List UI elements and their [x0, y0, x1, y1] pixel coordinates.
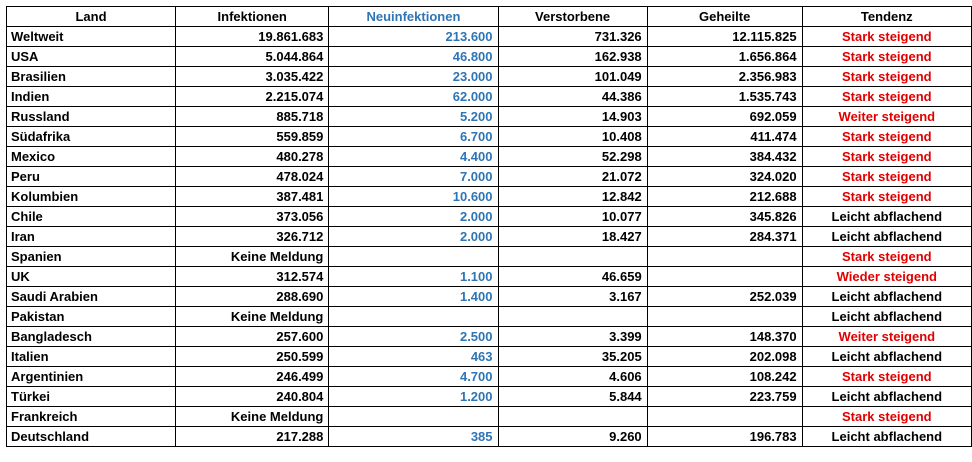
cell-neuinfektionen: 1.400: [329, 287, 498, 307]
cell-tendenz: Stark steigend: [802, 87, 971, 107]
cell-geheilte: 1.656.864: [647, 47, 802, 67]
cell-tendenz: Stark steigend: [802, 67, 971, 87]
cell-verstorbene: 731.326: [498, 27, 647, 47]
table-row: [7, 367, 972, 387]
cell-verstorbene: 101.049: [498, 67, 647, 87]
cell-verstorbene: 162.938: [498, 47, 647, 67]
table-row: [7, 147, 972, 167]
cell-land: Kolumbien: [7, 187, 176, 207]
cell-verstorbene: [498, 247, 647, 267]
cell-verstorbene: 46.659: [498, 267, 647, 287]
cell-infektionen: 2.215.074: [176, 87, 329, 107]
cell-tendenz: Stark steigend: [802, 407, 971, 427]
cell-verstorbene: 10.077: [498, 207, 647, 227]
cell-verstorbene: 5.844: [498, 387, 647, 407]
cell-tendenz: Weiter steigend: [802, 327, 971, 347]
cell-verstorbene: 21.072: [498, 167, 647, 187]
cell-neuinfektionen: 213.600: [329, 27, 498, 47]
cell-verstorbene: 4.606: [498, 367, 647, 387]
table-row: [7, 387, 972, 407]
table-row: [7, 207, 972, 227]
table-row: [7, 107, 972, 127]
cell-geheilte: 148.370: [647, 327, 802, 347]
table-row: [7, 187, 972, 207]
cell-land: Deutschland: [7, 427, 176, 447]
cell-geheilte: [647, 407, 802, 427]
cell-infektionen: 559.859: [176, 127, 329, 147]
header-neuinfektionen: Neuinfektionen: [329, 7, 498, 27]
cell-land: Italien: [7, 347, 176, 367]
cell-neuinfektionen: [329, 407, 498, 427]
cell-infektionen: Keine Meldung: [176, 307, 329, 327]
cell-tendenz: Leicht abflachend: [802, 307, 971, 327]
cell-infektionen: 217.288: [176, 427, 329, 447]
cell-infektionen: 257.600: [176, 327, 329, 347]
cell-verstorbene: 18.427: [498, 227, 647, 247]
header-land: Land: [7, 7, 176, 27]
cell-tendenz: Weiter steigend: [802, 107, 971, 127]
table-row: [7, 227, 972, 247]
cell-geheilte: 2.356.983: [647, 67, 802, 87]
cell-infektionen: 885.718: [176, 107, 329, 127]
cell-tendenz: Stark steigend: [802, 187, 971, 207]
cell-land: Iran: [7, 227, 176, 247]
cell-tendenz: Stark steigend: [802, 27, 971, 47]
cell-land: Peru: [7, 167, 176, 187]
table-row: [7, 407, 972, 427]
table-row: [7, 127, 972, 147]
cell-infektionen: Keine Meldung: [176, 247, 329, 267]
cell-infektionen: 373.056: [176, 207, 329, 227]
cell-land: Türkei: [7, 387, 176, 407]
cell-land: Mexico: [7, 147, 176, 167]
cell-tendenz: Stark steigend: [802, 47, 971, 67]
cell-geheilte: [647, 247, 802, 267]
header-verstorbene: Verstorbene: [498, 7, 647, 27]
cell-neuinfektionen: 4.400: [329, 147, 498, 167]
cell-neuinfektionen: 1.100: [329, 267, 498, 287]
cell-neuinfektionen: 2.000: [329, 227, 498, 247]
cell-infektionen: 478.024: [176, 167, 329, 187]
cell-neuinfektionen: 1.200: [329, 387, 498, 407]
cell-land: Frankreich: [7, 407, 176, 427]
table-row: [7, 307, 972, 327]
table-row: [7, 47, 972, 67]
cell-neuinfektionen: 23.000: [329, 67, 498, 87]
table-row: [7, 247, 972, 267]
cell-infektionen: 250.599: [176, 347, 329, 367]
cell-verstorbene: 10.408: [498, 127, 647, 147]
cell-verstorbene: 3.167: [498, 287, 647, 307]
cell-tendenz: Stark steigend: [802, 127, 971, 147]
cell-infektionen: 240.804: [176, 387, 329, 407]
cell-tendenz: Leicht abflachend: [802, 207, 971, 227]
cell-neuinfektionen: 7.000: [329, 167, 498, 187]
cell-geheilte: 692.059: [647, 107, 802, 127]
cell-geheilte: [647, 267, 802, 287]
cell-verstorbene: 35.205: [498, 347, 647, 367]
cell-tendenz: Wieder steigend: [802, 267, 971, 287]
cell-tendenz: Leicht abflachend: [802, 287, 971, 307]
cell-neuinfektionen: [329, 307, 498, 327]
cell-neuinfektionen: 5.200: [329, 107, 498, 127]
cell-land: Bangladesch: [7, 327, 176, 347]
cell-verstorbene: 12.842: [498, 187, 647, 207]
cell-infektionen: 288.690: [176, 287, 329, 307]
cell-geheilte: 284.371: [647, 227, 802, 247]
header-tendenz: Tendenz: [802, 7, 971, 27]
header-geheilte: Geheilte: [647, 7, 802, 27]
cell-verstorbene: 14.903: [498, 107, 647, 127]
table-row: [7, 287, 972, 307]
cell-verstorbene: [498, 407, 647, 427]
cell-land: Russland: [7, 107, 176, 127]
cell-geheilte: [647, 307, 802, 327]
cell-infektionen: Keine Meldung: [176, 407, 329, 427]
cell-neuinfektionen: 10.600: [329, 187, 498, 207]
cell-tendenz: Leicht abflachend: [802, 347, 971, 367]
cell-geheilte: 324.020: [647, 167, 802, 187]
cell-tendenz: Stark steigend: [802, 147, 971, 167]
cell-infektionen: 326.712: [176, 227, 329, 247]
cell-geheilte: 12.115.825: [647, 27, 802, 47]
cell-verstorbene: 44.386: [498, 87, 647, 107]
cell-neuinfektionen: 2.500: [329, 327, 498, 347]
cell-tendenz: Stark steigend: [802, 167, 971, 187]
cell-land: Pakistan: [7, 307, 176, 327]
table-row: [7, 87, 972, 107]
cell-land: Chile: [7, 207, 176, 227]
cell-tendenz: Leicht abflachend: [802, 427, 971, 447]
cell-neuinfektionen: 463: [329, 347, 498, 367]
cell-land: Brasilien: [7, 67, 176, 87]
cell-verstorbene: 9.260: [498, 427, 647, 447]
cell-infektionen: 5.044.864: [176, 47, 329, 67]
cell-neuinfektionen: [329, 247, 498, 267]
cell-geheilte: 1.535.743: [647, 87, 802, 107]
header-infektionen: Infektionen: [176, 7, 329, 27]
cell-geheilte: 223.759: [647, 387, 802, 407]
covid-table: [6, 6, 972, 447]
cell-land: Spanien: [7, 247, 176, 267]
cell-geheilte: 108.242: [647, 367, 802, 387]
cell-geheilte: 345.826: [647, 207, 802, 227]
cell-land: Weltweit: [7, 27, 176, 47]
cell-tendenz: Leicht abflachend: [802, 227, 971, 247]
table-row: [7, 427, 972, 447]
cell-geheilte: 212.688: [647, 187, 802, 207]
cell-land: Südafrika: [7, 127, 176, 147]
cell-geheilte: 411.474: [647, 127, 802, 147]
cell-neuinfektionen: 385: [329, 427, 498, 447]
cell-neuinfektionen: 6.700: [329, 127, 498, 147]
cell-land: Saudi Arabien: [7, 287, 176, 307]
table-row: [7, 27, 972, 47]
cell-infektionen: 3.035.422: [176, 67, 329, 87]
table-row: [7, 347, 972, 367]
table-row: [7, 267, 972, 287]
cell-infektionen: 19.861.683: [176, 27, 329, 47]
cell-neuinfektionen: 2.000: [329, 207, 498, 227]
cell-geheilte: 202.098: [647, 347, 802, 367]
cell-infektionen: 246.499: [176, 367, 329, 387]
cell-geheilte: 384.432: [647, 147, 802, 167]
header-row: [7, 7, 972, 27]
cell-tendenz: Stark steigend: [802, 367, 971, 387]
cell-geheilte: 196.783: [647, 427, 802, 447]
cell-infektionen: 312.574: [176, 267, 329, 287]
cell-infektionen: 480.278: [176, 147, 329, 167]
cell-tendenz: Leicht abflachend: [802, 387, 971, 407]
cell-land: Indien: [7, 87, 176, 107]
cell-land: Argentinien: [7, 367, 176, 387]
cell-land: USA: [7, 47, 176, 67]
cell-land: UK: [7, 267, 176, 287]
table-row: [7, 327, 972, 347]
cell-neuinfektionen: 62.000: [329, 87, 498, 107]
cell-infektionen: 387.481: [176, 187, 329, 207]
cell-neuinfektionen: 46.800: [329, 47, 498, 67]
cell-verstorbene: 52.298: [498, 147, 647, 167]
table-row: [7, 167, 972, 187]
table-row: [7, 67, 972, 87]
cell-tendenz: Stark steigend: [802, 247, 971, 267]
cell-verstorbene: 3.399: [498, 327, 647, 347]
cell-verstorbene: [498, 307, 647, 327]
cell-geheilte: 252.039: [647, 287, 802, 307]
cell-neuinfektionen: 4.700: [329, 367, 498, 387]
